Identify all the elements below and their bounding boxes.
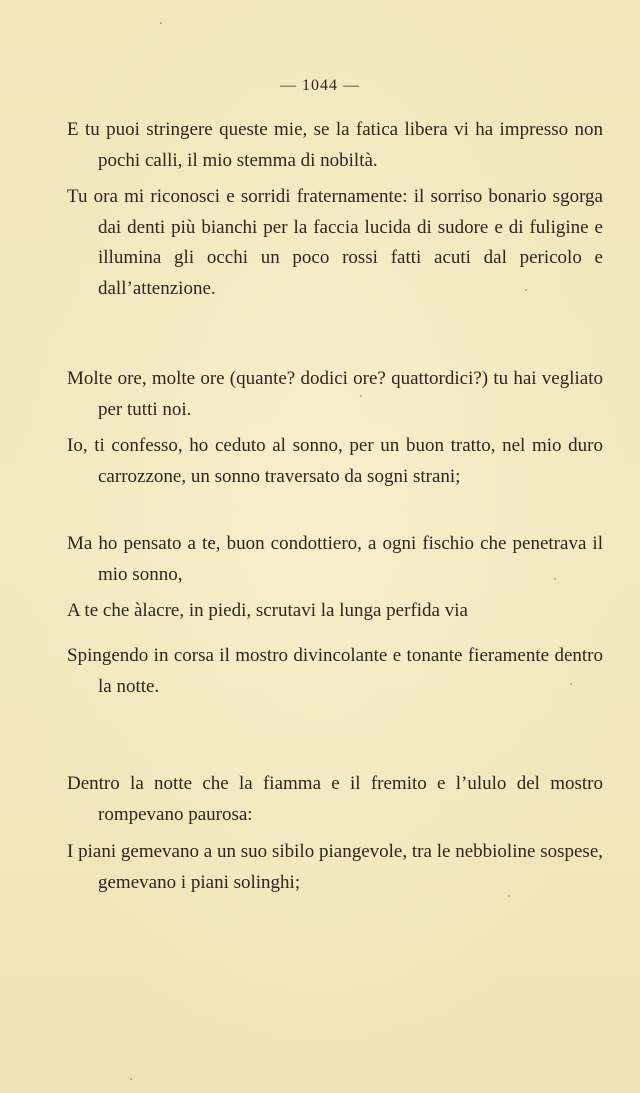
paper-speck — [525, 289, 527, 291]
paper-speck — [160, 22, 162, 24]
paper-speck — [554, 578, 556, 580]
paper-speck — [130, 1078, 132, 1080]
paper-speck — [570, 683, 572, 685]
verse-paragraph: Io, ti confesso, ho ceduto al sonno, per un buon tratto, nel mio duro carrozzone, un sonno traversato da sogni strani; — [67, 435, 603, 487]
verse-paragraph: Dentro la notte che la fiamma e il fremito e l’ululo del mostro rompevano paurosa: — [67, 773, 603, 825]
verse-paragraph: I piani gemevano a un suo sibilo piangevole, tra le nebbioline sospese, gemevano i piani solinghi; — [67, 841, 603, 893]
verse-paragraph: E tu puoi stringere queste mie, se la fatica libera vi ha impresso non pochi calli, il mio stemma di nobiltà. — [67, 119, 603, 171]
verse-paragraph: Ma ho pensato a te, buon condottiero, a ogni fischio che penetrava il mio sonno, — [67, 533, 603, 585]
page-number: — 1044 — — [280, 77, 360, 94]
verse-paragraph: Molte ore, molte ore (quante? dodici ore? quattordici?) tu hai vegliato per tutti noi. — [67, 368, 603, 420]
paper-speck — [360, 395, 362, 397]
paper-speck — [508, 895, 510, 897]
verse-paragraph: A te che àlacre, in piedi, scrutavi la lunga perfida via — [67, 600, 468, 621]
verse-paragraph: Spingendo in corsa il mostro divincolante e tonante fieramente dentro la notte. — [67, 645, 603, 697]
verse-paragraph: Tu ora mi riconosci e sorridi fraternamente: il sorriso bonario sgorga dai denti più bianchi per la faccia lucida di sudore e di fuligine e illumina gli occhi un poco rossi fatti acuti dal pericolo e dall’attenzione. — [67, 186, 603, 299]
